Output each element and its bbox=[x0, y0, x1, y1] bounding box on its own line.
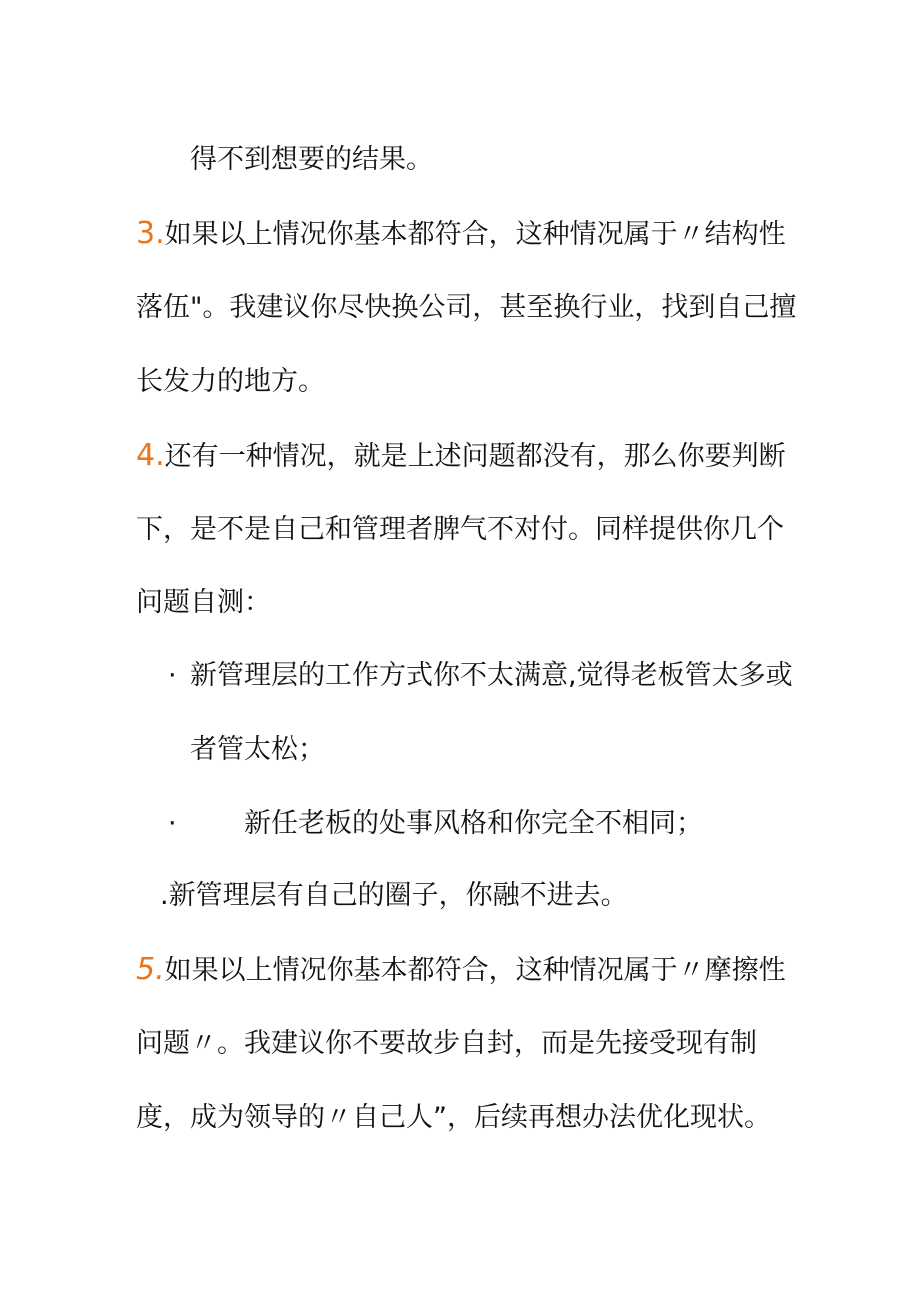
item-3-line-2: 落伍"。我建议你尽快换公司，甚至换行业，找到自己擅 bbox=[136, 292, 797, 323]
paragraph-tail-line: 得不到想要的结果。 bbox=[190, 144, 433, 175]
checklist-item-3: .新管理层有自己的圈子，你融不进去。 bbox=[160, 880, 628, 911]
item-5-line-1: 5.如果以上情况你基本都符合，这种情况属于〃摩擦性 bbox=[136, 952, 786, 987]
item-4-line-3: 问题自测： bbox=[136, 587, 271, 618]
item-4-line-2: 下，是不是自己和管理者脾气不对付。同样提供你几个 bbox=[136, 514, 784, 545]
checklist-item-1-line-2: 者管太松； bbox=[190, 734, 325, 765]
item-5-line-3: 度，成为领导的〃自己人”，后续再想办法优化现状。 bbox=[136, 1102, 771, 1133]
checklist-item-2: · 新任老板的处事风格和你完全不相同； bbox=[168, 804, 703, 844]
item-4-number: 4. bbox=[136, 438, 165, 473]
bullet-dot: · bbox=[168, 660, 177, 691]
checklist-item-1-line-1: · 新管理层的工作方式你不太满意,觉得老板管太多或 bbox=[168, 656, 793, 696]
item-3-line-3: 长发力的地方。 bbox=[136, 366, 325, 397]
item-3-number: 3. bbox=[136, 216, 165, 251]
bullet-dot: · bbox=[168, 808, 177, 839]
item-5-number: 5. bbox=[136, 952, 165, 987]
item-5-line-2: 问题〃。我建议你不要故步自封，而是先接受现有制 bbox=[136, 1028, 757, 1059]
item-4-line-1: 4.还有一种情况，就是上述问题都没有，那么你要判断 bbox=[136, 438, 786, 473]
item-3-line-1: 3.如果以上情况你基本都符合，这种情况属于〃结构性 bbox=[136, 216, 786, 251]
